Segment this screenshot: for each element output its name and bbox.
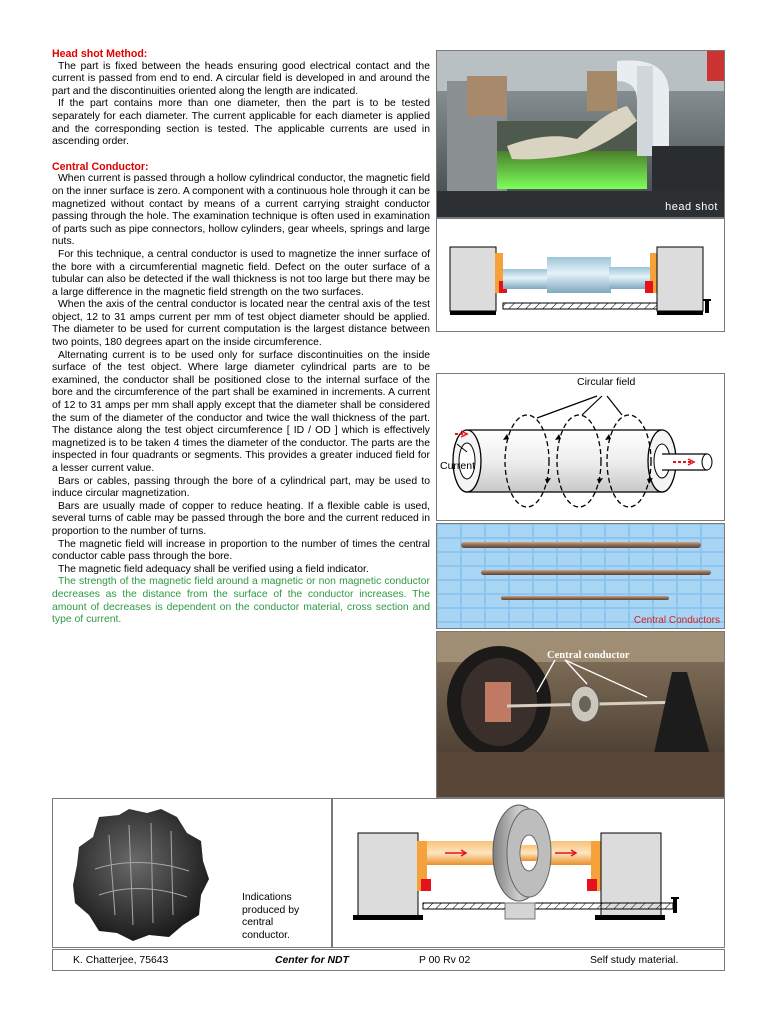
head-shot-diagram bbox=[436, 218, 725, 332]
central-conductor-paragraph-3: When the axis of the central conductor is located near the central axis of the test object, 12 to 31 amps current per mm of test object diameter should be applied. The diameter to be used for current computation is the largest distance between two points, 180 degrees apart on the inside circumference. bbox=[52, 299, 430, 349]
indications-caption: Indications produced by central conductor. bbox=[242, 892, 300, 941]
central-conductor-photo bbox=[436, 631, 725, 798]
indications-panel bbox=[52, 798, 332, 948]
central-conductor-paragraph-7: The magnetic field will increase in proportion to the number of times the central conductor cable pass through the bore. bbox=[52, 538, 430, 563]
central-conductor-paragraph-2: For this technique, a central conductor is used to magnetize the inner surface of the bore with a circumferential magnetic field. Defect on the outer surface of a tubular can also be detected if the wall thickness is not too large but there may be a large difference in the magnetic field strength on the two surfaces. bbox=[52, 248, 430, 298]
head-shot-diagram-image bbox=[437, 219, 724, 331]
circular-field-diagram-image bbox=[437, 374, 724, 520]
central-conductor-paragraph-8: The magnetic field adequacy shall be verified using a field indicator. bbox=[58, 563, 369, 575]
footer-page: P 00 Rv 02 bbox=[419, 954, 471, 966]
head-shot-photo bbox=[436, 50, 725, 218]
central-conductor-label: Central conductor bbox=[547, 650, 630, 661]
central-conductor-paragraph-6: Bars are usually made of copper to reduce heating. If a flexible cable is used, several turns of cable may be passed through the bore and the current reduced in proportion to the number of turns. bbox=[52, 500, 430, 537]
circular-field-label: Circular field bbox=[577, 376, 636, 388]
central-conductor-heading: Central Conductor: bbox=[52, 160, 149, 173]
head-shot-paragraph-2: If the part contains more than one diameter, then the part is to be tested separately for each diameter. The current applicable for each diameter is applied and the corresponding section is tested. The applicable currents are used in ascending order. bbox=[52, 98, 430, 148]
head-shot-caption: head shot bbox=[665, 201, 718, 213]
central-conductor-paragraph-4: Alternating current is to be used only for surface discontinuities on the inside surface of the test object. Where large diameter cylindrical parts are to be examined, the conductor shall be positioned close to the internal surface of the bore and the circumference of the part shall be examined in increments. A current of 12 to 31 amps per mm shall apply except that the diameter shall be considered the sum of the diameter of the conductor and twice the wall thickness of the part. The distance along the test object circumference [ ID / OD ] which is effectively magnetized is to be taken 4 times the diameter of the conductor. The parts are the inspected in four quadrants or segments. This provides a greater induced field for a lesser current value. bbox=[52, 349, 430, 474]
gear-indications-image bbox=[53, 799, 223, 947]
footer-note: Self study material. bbox=[590, 954, 679, 966]
head-shot-paragraph-1: The part is fixed between the heads ensuring good electrical contact and the current is passed from end to end. A circular field is developed in and around the part and the discontinuities oriented along the length are indicated. bbox=[52, 60, 430, 97]
ring-conductor-diagram-image bbox=[333, 799, 724, 947]
head-shot-heading: Head shot Method: bbox=[52, 48, 148, 60]
green-paragraph: The strength of the magnetic field around a magnetic or non magnetic conductor decreases as the distance from the surface of the conductor increases. The amount of decreases is dependent on the conductor material, cross section and type of current. bbox=[52, 576, 430, 626]
page-footer bbox=[52, 949, 725, 971]
footer-author: K. Chatterjee, 75643 bbox=[73, 954, 169, 966]
current-label: Current bbox=[440, 460, 476, 472]
central-conductor-paragraph-1: When current is passed through a hollow cylindrical conductor, the magnetic field on the inner surface is zero. A component with a continuous hole through it can be magnetized without contact by means of a current carrying straight conductor passing through the hole. The examination technique is often used in examination of parts such as pipe connectors, hollow cylinders, gear wheels, springs and large nuts. bbox=[52, 173, 430, 248]
text-column bbox=[52, 48, 430, 627]
circular-field-diagram bbox=[436, 373, 725, 521]
central-conductor-paragraph-5: Bars or cables, passing through the bore of a cylindrical part, may be used to induce circular magnetization. bbox=[52, 475, 430, 500]
central-conductors-photo bbox=[436, 523, 725, 629]
central-conductors-caption: Central Conductors bbox=[633, 615, 720, 626]
footer-center: Center for NDT bbox=[275, 954, 349, 966]
central-conductors-photo-image bbox=[437, 524, 724, 628]
head-shot-photo-image bbox=[437, 51, 724, 217]
ring-conductor-diagram bbox=[332, 798, 725, 948]
